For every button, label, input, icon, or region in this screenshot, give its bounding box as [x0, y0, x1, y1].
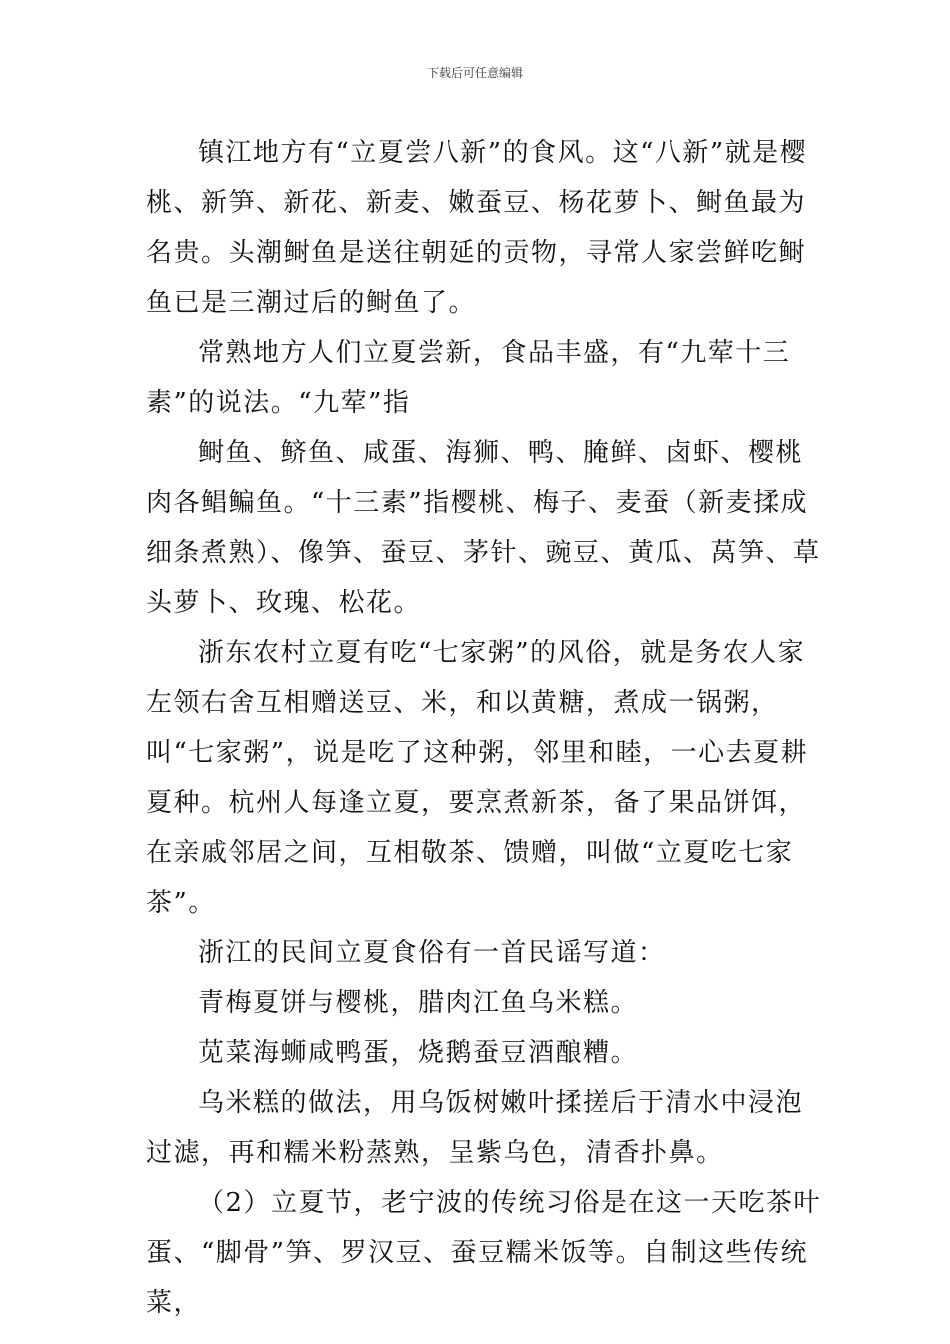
paragraph-zhedong: 浙东农村立夏有吃“七家粥”的风俗，就是务农人家左领右舍互相赠送豆、米，和以黄糖，煮成一锅粥，叫“七家粥”，说是吃了这种粥，邻里和睦，一心去夏耕夏种。杭州人每逢立夏，要烹煮新茶，备了果品饼饵，在亲戚邻居之间，互相敬茶、馈赠，叫做“立夏吃七家茶”。	[146, 638, 809, 918]
paragraph-folk-song-intro: 浙江的民间立夏食俗有一首民谣写道：	[198, 938, 666, 968]
paragraph-folk-song-line-1: 青梅夏饼与樱桃，腊肉江鱼乌米糕。	[198, 988, 639, 1018]
paragraph-ningbo: （2）立夏节，老宁波的传统习俗是在这一天吃茶叶蛋、“脚骨”笋、罗汉豆、蚕豆糯米饭等。自制这些传统菜，	[146, 1188, 822, 1318]
document-body	[146, 128, 822, 1328]
paragraph-changshu: 常熟地方人们立夏尝新，食品丰盛，有“九荤十三素”的说法。“九荤”指	[146, 338, 791, 418]
paragraph-wumigao: 乌米糕的做法，用乌饭树嫩叶揉搓后于清水中浸泡过滤，再和糯米粉蒸熟，呈紫乌色，清香扑鼻。	[146, 1088, 804, 1168]
page-header: 下载后可任意编辑	[426, 66, 523, 80]
paragraph-folk-song-line-2: 苋菜海蛳咸鸭蛋，烧鹅蚕豆酒酿糟。	[198, 1038, 639, 1068]
paragraph-zhenjiang: 镇江地方有“立夏尝八新”的食风。这“八新”就是樱桃、新笋、新花、新麦、嫩蚕豆、杨花萝卜、鲥鱼最为名贵。头潮鲥鱼是送往朝延的贡物，寻常人家尝鲜吃鲥鱼已是三潮过后的鲥鱼了。	[146, 138, 808, 318]
paragraph-nine-meat: 鲥鱼、鲚鱼、咸蛋、海狮、鸭、腌鲜、卤虾、樱桃肉各鲳鳊鱼。“十三素”指樱桃、梅子、麦蚕（新麦揉成细条煮熟）、像笋、蚕豆、茅针、豌豆、黄瓜、莴笋、草头萝卜、玫瑰、松花。	[146, 438, 821, 618]
